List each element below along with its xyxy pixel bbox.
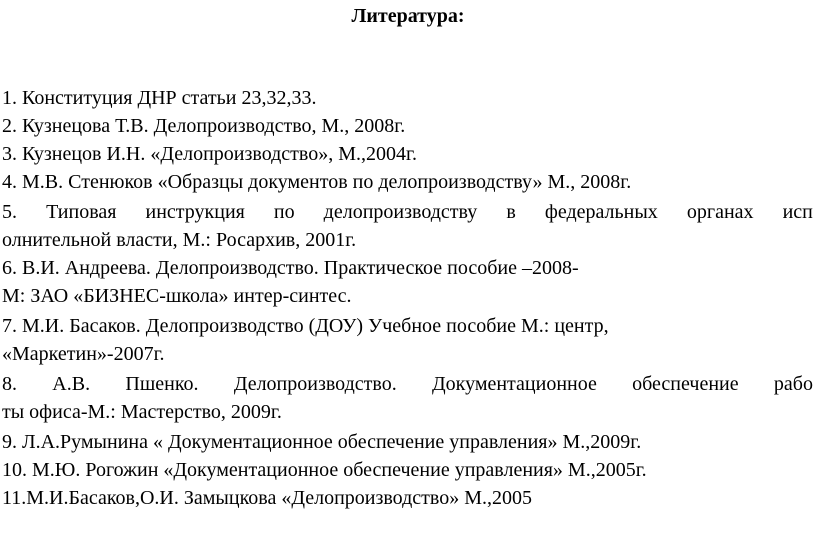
word: обеспечение <box>632 373 739 395</box>
word: А.В. <box>52 373 91 395</box>
reference-line-6: 6. В.И. Андреева. Делопроизводство. Практическое пособие –2008- <box>2 257 579 279</box>
word: Типовая <box>46 201 117 223</box>
word: органах <box>686 201 754 223</box>
reference-line-3: 3. Кузнецов И.Н. «Делопроизводство», М.,2004г. <box>2 143 417 165</box>
reference-line-4: 4. М.В. Стенюков «Образцы документов по делопроизводству» М., 2008г. <box>2 171 632 193</box>
word: рабо <box>773 373 813 395</box>
word: исп <box>782 201 813 223</box>
word: 8. <box>2 373 17 395</box>
reference-line-8 <box>2 370 813 398</box>
reference-line-1: 1. Конституция ДНР статьи 23,32,33. <box>2 87 317 109</box>
reference-line-10: 10. М.Ю. Рогожин «Документационное обеспечение управления» М.,2005г. <box>2 459 647 481</box>
reference-line-7: 7. М.И. Басаков. Делопроизводство (ДОУ) Учебное пособие М.: центр, <box>2 315 609 337</box>
page-title: Литература: <box>351 5 465 27</box>
reference-line-5 <box>2 198 813 226</box>
word: 5. <box>2 201 17 223</box>
word: делопроизводству <box>323 201 478 223</box>
reference-line-7-cont: «Маркетин»-2007г. <box>2 343 165 365</box>
reference-line-6-cont: М: ЗАО «БИЗНЕС-школа» интер-синтес. <box>2 285 352 307</box>
reference-line-2: 2. Кузнецова Т.В. Делопроизводство, М., 2008г. <box>2 115 406 137</box>
word: по <box>273 201 295 223</box>
word: Пшенко. <box>125 373 199 395</box>
word: инструкция <box>145 201 245 223</box>
word: Делопроизводство. <box>233 373 397 395</box>
reference-line-9: 9. Л.А.Румынина « Документационное обеспечение управления» М.,2009г. <box>2 431 642 453</box>
word: федеральных <box>544 201 658 223</box>
word: в <box>506 201 516 223</box>
reference-line-5-cont: олнительной власти, М.: Росархив, 2001г. <box>2 229 357 251</box>
word: Документационное <box>432 373 597 395</box>
reference-line-8-cont: ты офиса-М.: Мастерство, 2009г. <box>2 401 282 423</box>
reference-line-11: 11.М.И.Басаков,О.И. Замыцкова «Делопроизводство» М.,2005 <box>2 487 532 509</box>
